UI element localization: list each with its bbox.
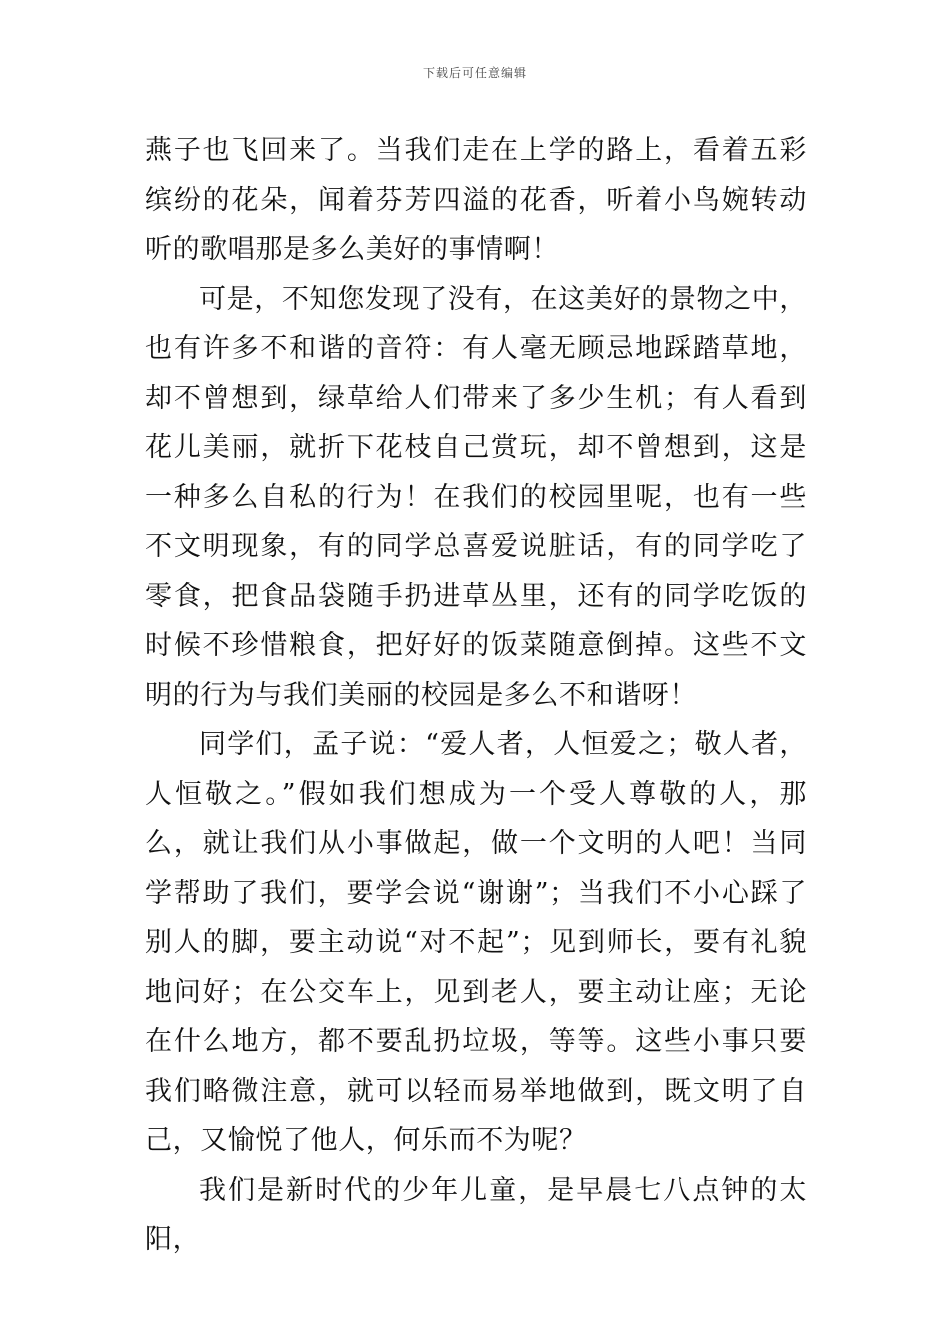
paragraph-2: 可是，不知您发现了没有，在这美好的景物之中，也有许多不和谐的音符：有人毫无顾忌地踩踏草地，却不曾想到，绿草给人们带来了多少生机；有人看到花儿美丽，就折下花枝自己赏玩，却不曾想到，这是一种多么自私的行为！在我们的校园里呢，也有一些不文明现象，有的同学总喜爱说脏话，有的同学吃了零食，把食品袋随手扔进草丛里，还有的同学吃饭的时候不珍惜粮食，把好好的饭菜随意倒掉。这些不文明的行为与我们美丽的校园是多么不和谐呀！ [145,283,807,711]
document-body [145,126,807,1265]
paragraph-4: 我们是新时代的少年儿童，是早晨七八点钟的太阳， [145,1174,807,1255]
page-header: 下载后可任意编辑 [422,66,527,80]
paragraph-1: 燕子也飞回来了。当我们走在上学的路上，看着五彩缤纷的花朵，闻着芬芳四溢的花香，听着小鸟婉转动听的歌唱那是多么美好的事情啊！ [145,135,807,265]
paragraph-3: 同学们，孟子说：“爱人者，人恒爱之；敬人者，人恒敬之。”假如我们想成为一个受人尊敬的人，那么，就让我们从小事做起，做一个文明的人吧！当同学帮助了我们，要学会说“谢谢”；当我们不小心踩了别人的脚，要主动说“对不起”；见到师长，要有礼貌地问好；在公交车上，见到老人，要主动让座；无论在什么地方，都不要乱扔垃圾，等等。这些小事只要我们略微注意，就可以轻而易举地做到，既文明了自己，又愉悦了他人，何乐而不为呢？ [145,729,807,1156]
